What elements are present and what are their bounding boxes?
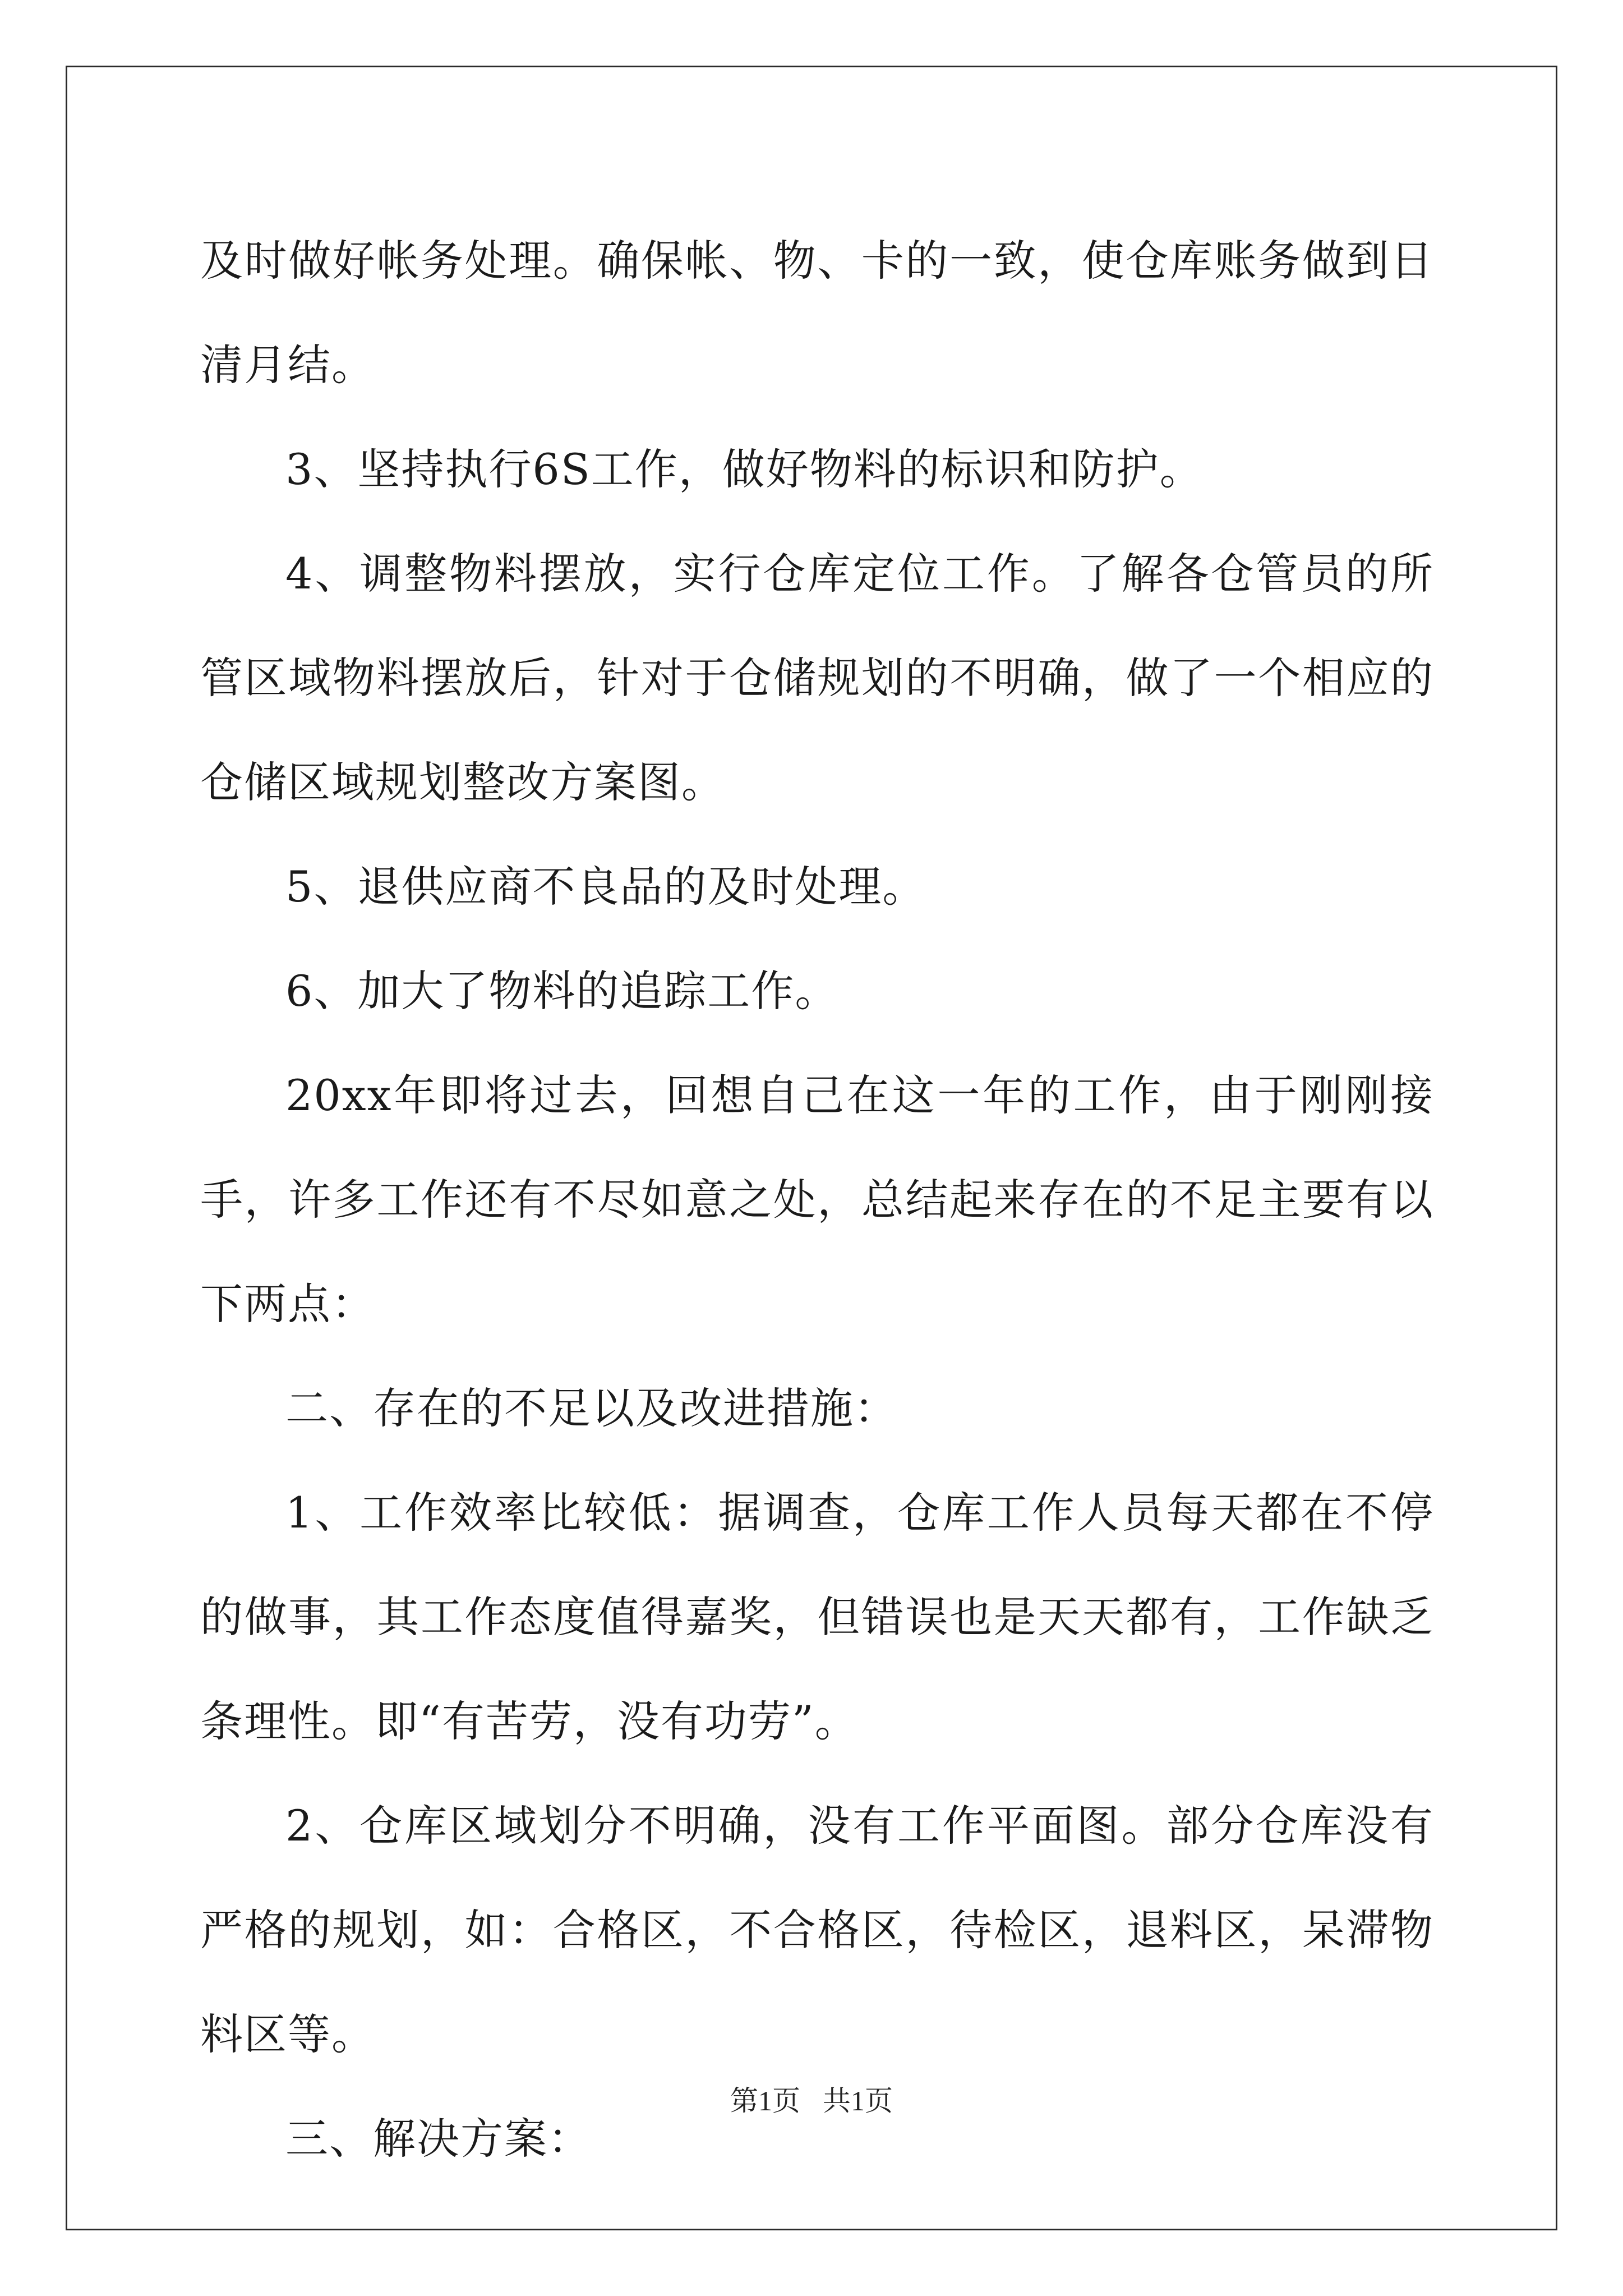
document-body (200, 209, 1434, 2191)
paragraph: 4、调整物料摆放，实行仓库定位工作。了解各仓管员的所管区域物料摆放后，针对于仓储规划的不明确，做了一个相应的仓储区域规划整改方案图。 (200, 549, 1434, 807)
section-heading: 三、解决方案： (285, 2114, 592, 2164)
paragraph: 6、加大了物料的追踪工作。 (285, 966, 839, 1016)
page-total: 共1页 (823, 2085, 893, 2116)
page-footer (0, 2084, 1623, 2118)
paragraph: 及时做好帐务处理。确保帐、物、卡的一致，使仓库账务做到日清月结。 (200, 236, 1434, 390)
paragraph: 5、退供应商不良品的及时处理。 (285, 862, 926, 912)
paragraph: 1、工作效率比较低：据调查，仓库工作人员每天都在不停的做事，其工作态度值得嘉奖，但错误也是天天都有，工作缺乏条理性。即“有苦劳，没有功劳”。 (200, 1488, 1434, 1746)
page-number: 第1页 (730, 2085, 800, 2116)
paragraph: 20xx年即将过去，回想自己在这一年的工作，由于刚刚接手，许多工作还有不尽如意之处，总结起来存在的不足主要有以下两点： (200, 1070, 1434, 1329)
paragraph: 3、坚持执行6S工作，做好物料的标识和防护。 (285, 444, 1204, 494)
paragraph: 2、仓库区域划分不明确，没有工作平面图。部分仓库没有严格的规划，如：合格区，不合格区，待检区，退料区，呆滞物料区等。 (200, 1801, 1434, 2059)
section-heading: 二、存在的不足以及改进措施： (285, 1383, 898, 1433)
